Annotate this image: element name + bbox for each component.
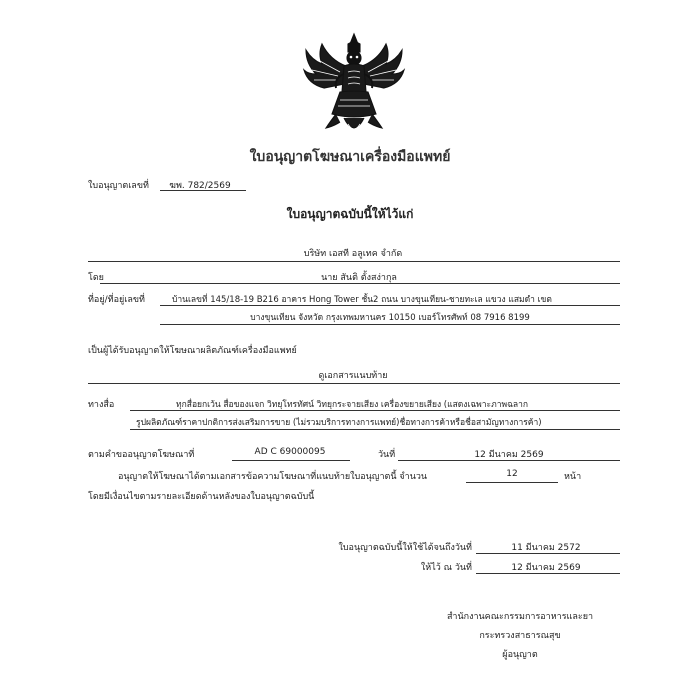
license-no-value: ฆพ. 782/2569 xyxy=(169,181,231,191)
address-line2: บางขุนเทียน จังหวัด กรุงเทพมหานคร 10150 เบอร์โทรศัพท์ 08 7916 8199 xyxy=(250,313,530,323)
company-underline xyxy=(88,261,620,262)
valid-until-value: 11 มีนาคม 2572 xyxy=(511,543,581,553)
office-line1: สำนักงานคณะกรรมการอาหารและยา xyxy=(446,612,594,622)
request-underline xyxy=(232,460,350,461)
office-line3: ผู้อนุญาต xyxy=(502,650,538,660)
license-no-label: ใบอนุญาตเลขที่ xyxy=(88,181,149,191)
by-label: โดย xyxy=(88,273,104,283)
media-label: ทางสื่อ xyxy=(88,400,115,410)
date-label: วันที่ xyxy=(378,450,396,460)
document-subtitle: ใบอนุญาตฉบับนี้ให้ไว้แก่ xyxy=(286,207,414,221)
pages-unit: หน้า xyxy=(564,472,582,482)
issued-label: ให้ไว้ ณ วันที่ xyxy=(420,563,472,573)
by-value: นาย สันติ ตั้งสง่ากุล xyxy=(321,273,397,283)
company-name: บริษัท เอสที อลูเทค จำกัด xyxy=(303,249,403,259)
attachment-ref: ดูเอกสารแนบท้าย xyxy=(318,371,388,381)
conditions-text: โดยมีเงื่อนไขตามรายละเอียดด้านหลังของใบอนุญาตฉบับนี้ xyxy=(88,492,315,502)
valid-until-underline xyxy=(476,553,620,554)
issued-value: 12 มีนาคม 2569 xyxy=(511,563,581,573)
request-date-underline xyxy=(398,460,620,461)
license-no-underline xyxy=(160,190,246,191)
request-value: AD C 69000095 xyxy=(254,447,326,457)
address-line1: บ้านเลขที่ 145/18-19 B216 อาคาร Hong Tower ชั้น2 ถนน บางขุนเทียน-ชายทะเล แขวง แสมดำ เขต xyxy=(172,295,552,305)
media-line1: ทุกสื่อยกเว้น สื่อของแจก วิทยุโทรทัศน์ วิทยุกระจายเสียง เครื่องขยายเสียง (แสดงเฉพาะภาพฉลาก xyxy=(176,400,528,410)
address-underline-2 xyxy=(160,324,620,325)
issued-underline xyxy=(476,573,620,574)
request-label: ตามคำขออนุญาตโฆษณาที่ xyxy=(88,450,195,460)
request-date: 12 มีนาคม 2569 xyxy=(474,450,544,460)
media-underline-2 xyxy=(130,429,620,430)
media-underline-1 xyxy=(130,410,620,411)
office-line2: กระทรวงสาธารณสุข xyxy=(479,631,561,641)
address-label: ที่อยู่/ที่อยู่เลขที่ xyxy=(88,295,145,305)
garuda-emblem xyxy=(300,30,408,142)
valid-until-label: ใบอนุญาตฉบับนี้ให้ใช้ได้จนถึงวันที่ xyxy=(338,543,472,553)
address-underline-1 xyxy=(160,305,620,306)
permit-statement: เป็นผู้ได้รับอนุญาตให้โฆษณาผลิตภัณฑ์เครื่องมือแพทย์ xyxy=(88,346,297,356)
pages-count: 12 xyxy=(506,469,518,479)
attachment-underline xyxy=(88,383,620,384)
media-line2: รูปผลิตภัณฑ์ราคาปกติการส่งเสริมการขาย (ไม่รวมบริการทางการแพทย์)ชื่อทางการค้าหรือชื่อสามัญทางการค้า) xyxy=(136,418,542,428)
by-underline xyxy=(100,283,620,284)
pages-underline xyxy=(466,482,558,483)
approval-text: อนุญาตให้โฆษณาได้ตามเอกสารข้อความโฆษณาที่แนบท้ายใบอนุญาตนี้ จำนวน xyxy=(118,472,428,482)
document-title: ใบอนุญาตโฆษณาเครื่องมือแพทย์ xyxy=(249,149,451,165)
